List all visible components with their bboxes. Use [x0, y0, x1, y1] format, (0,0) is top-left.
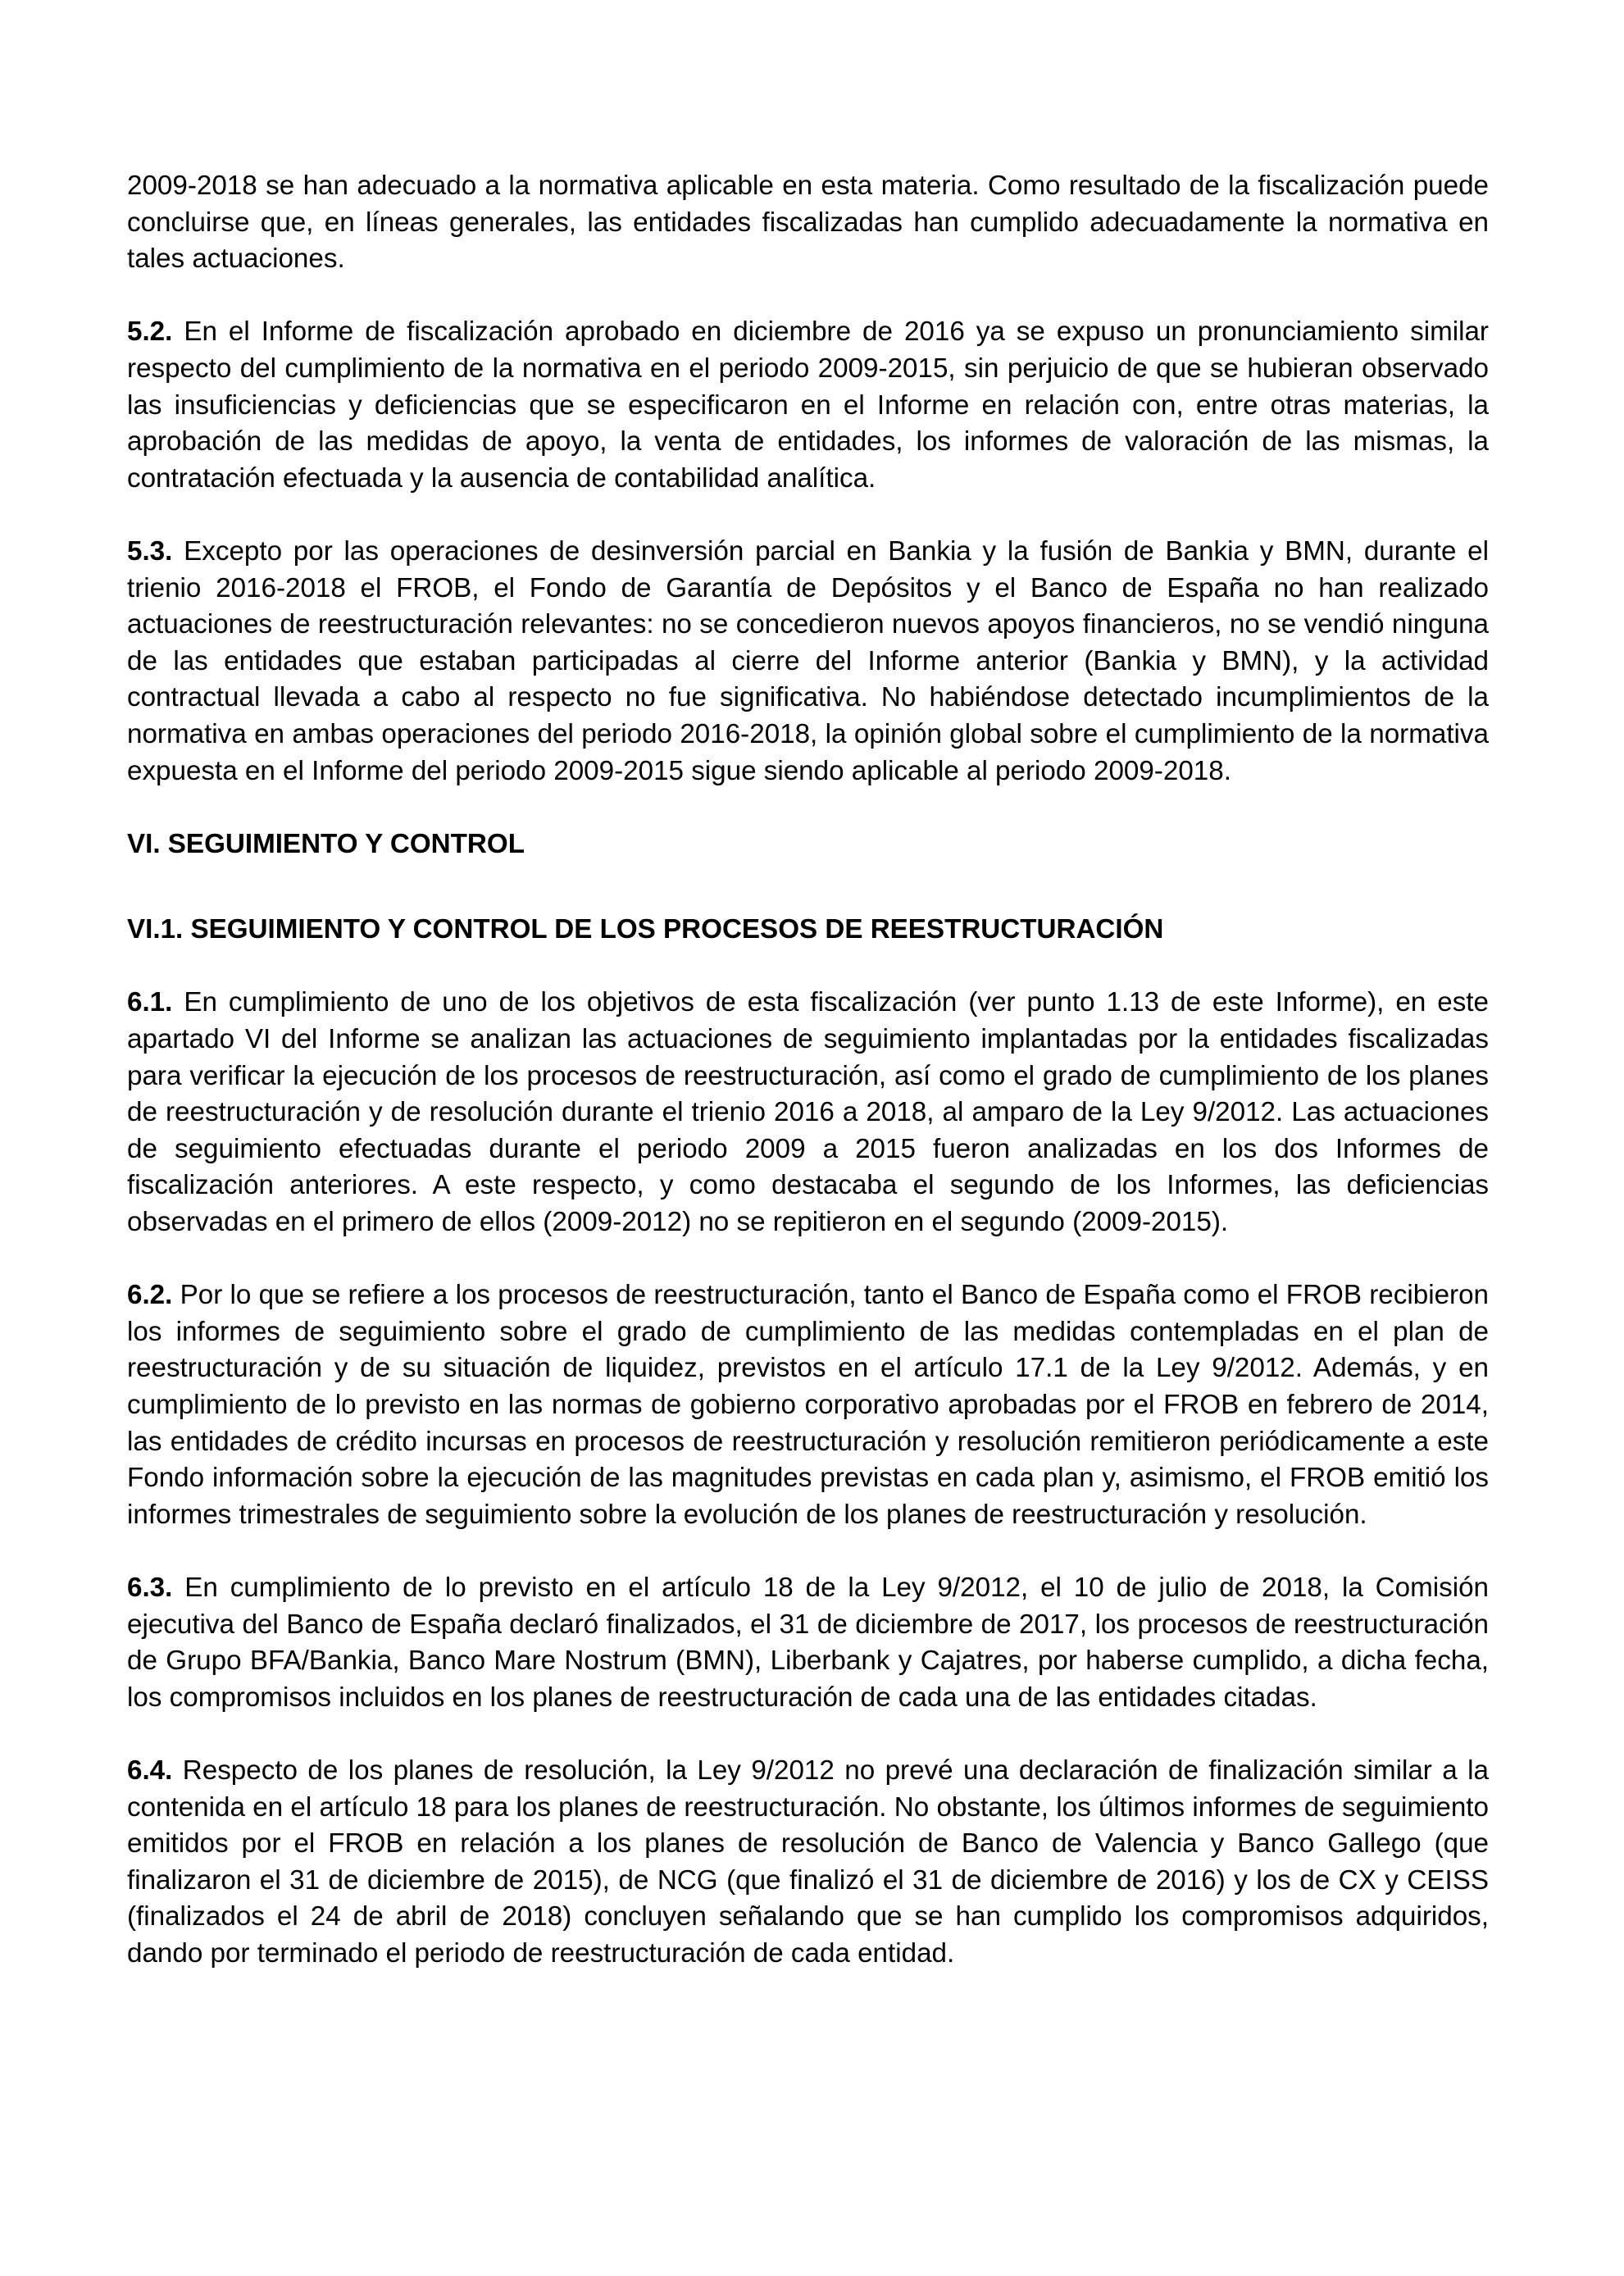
paragraph-5-3	[127, 534, 1489, 790]
paragraph-number: 6.1.	[127, 987, 173, 1018]
section-heading-vi: VI. SEGUIMIENTO Y CONTROL	[127, 828, 525, 859]
paragraph-text: Por lo que se refiere a los procesos de reestructuración, tanto el Banco de España como el FROB recibieron los informes de seguimiento sobre el grado de cumplimiento de las medidas contempladas en el plan de reestructuración y de su situación de liquidez, previstos en el artículo 17.1 de la Ley 9/2012. Además, y en cumplimiento de lo previsto en las normas de gobierno corporativo aprobadas por el FROB en febrero de 2014, las entidades de crédito incursas en procesos de reestructuración y resolución remitieron periódicamente a este Fondo información sobre la ejecución de las magnitudes previstas en cada plan y, asimismo, el FROB emitió los informes trimestrales de seguimiento sobre la evolución de los planes de reestructuración y resolución.	[127, 1280, 1489, 1530]
paragraph-number: 6.2.	[127, 1280, 173, 1311]
paragraph-number: 5.3.	[127, 535, 173, 567]
paragraph-6-2	[127, 1277, 1489, 1533]
paragraph-text: Respecto de los planes de resolución, la Ley 9/2012 no prevé una declaración de finalización similar a la contenida en el artículo 18 para los planes de reestructuración. No obstante, los últimos informes de seguimiento emitidos por el FROB en relación a los planes de resolución de Banco de Valencia y Banco Gallego (que finalizaron el 31 de diciembre de 2015), de NCG (que finalizó el 31 de diciembre de 2016) y los de CX y CEISS (finalizados el 24 de abril de 2018) concluyen señalando que se han cumplido los compromisos adquiridos, dando por terminado el periodo de reestructuración de cada entidad.	[127, 1755, 1489, 1969]
paragraph-text: Excepto por las operaciones de desinversión parcial en Bankia y la fusión de Bankia y BMN, durante el trienio 2016-2018 el FROB, el Fondo de Garantía de Depósitos y el Banco de España no han realizado actuaciones de reestructuración relevantes: no se concedieron nuevos apoyos financieros, no se vendió ninguna de las entidades que estaban participadas al cierre del Informe anterior (Bankia y BMN), y la actividad contractual llevada a cabo al respecto no fue significativa. No habiéndose detectado incumplimientos de la normativa en ambas operaciones del periodo 2016-2018, la opinión global sobre el cumplimiento de la normativa expuesta en el Informe del periodo 2009-2015 sigue siendo aplicable al periodo 2009-2018.	[127, 535, 1489, 786]
paragraph-text: En cumplimiento de lo previsto en el artículo 18 de la Ley 9/2012, el 10 de julio de 2018, la Comisión ejecutiva del Banco de España declaró finalizados, el 31 de diciembre de 2017, los procesos de reestructuración de Grupo BFA/Bankia, Banco Mare Nostrum (BMN), Liberbank y Cajatres, por haberse cumplido, a dicha fecha, los compromisos incluidos en los planes de reestructuración de cada una de las entidades citadas.	[127, 1572, 1489, 1713]
document-page	[127, 168, 1489, 1973]
paragraph-6-1	[127, 985, 1489, 1240]
paragraph-text: En el Informe de fiscalización aprobado en diciembre de 2016 ya se expuso un pronunciamiento similar respecto del cumplimiento de la normativa en el periodo 2009-2015, sin perjuicio de que se hubieran observado las insuficiencias y deficiencias que se especificaron en el Informe en relación con, entre otras materias, la aprobación de las medidas de apoyo, la venta de entidades, los informes de valoración de las mismas, la contratación efectuada y la ausencia de contabilidad analítica.	[127, 316, 1489, 494]
paragraph-6-4	[127, 1753, 1489, 1973]
paragraph-6-3	[127, 1570, 1489, 1716]
paragraph-continuation	[127, 168, 1489, 278]
subsection-heading-vi-1: VI.1. SEGUIMIENTO Y CONTROL DE LOS PROCESOS DE REESTRUCTURACIÓN	[127, 914, 1164, 945]
paragraph-number: 6.3.	[127, 1572, 173, 1603]
paragraph-5-2	[127, 314, 1489, 497]
paragraph-number: 5.2.	[127, 316, 173, 348]
paragraph-number: 6.4.	[127, 1755, 173, 1786]
paragraph-text: En cumplimiento de uno de los objetivos de esta fiscalización (ver punto 1.13 de este Informe), en este apartado VI del Informe se analizan las actuaciones de seguimiento implantadas por la entidades fiscalizadas para verificar la ejecución de los procesos de reestructuración, así como el grado de cumplimiento de los planes de reestructuración y de resolución durante el trienio 2016 a 2018, al amparo de la Ley 9/2012. Las actuaciones de seguimiento efectuadas durante el periodo 2009 a 2015 fueron analizadas en los dos Informes de fiscalización anteriores. A este respecto, y como destacaba el segundo de los Informes, las deficiencias observadas en el primero de ellos (2009-2012) no se repitieron en el segundo (2009-2015).	[127, 987, 1489, 1238]
paragraph-text: 2009-2018 se han adecuado a la normativa aplicable en esta materia. Como resultado de la fiscalización puede concluirse que, en líneas generales, las entidades fiscalizadas han cumplido adecuadamente la normativa en tales actuaciones.	[127, 171, 1489, 275]
